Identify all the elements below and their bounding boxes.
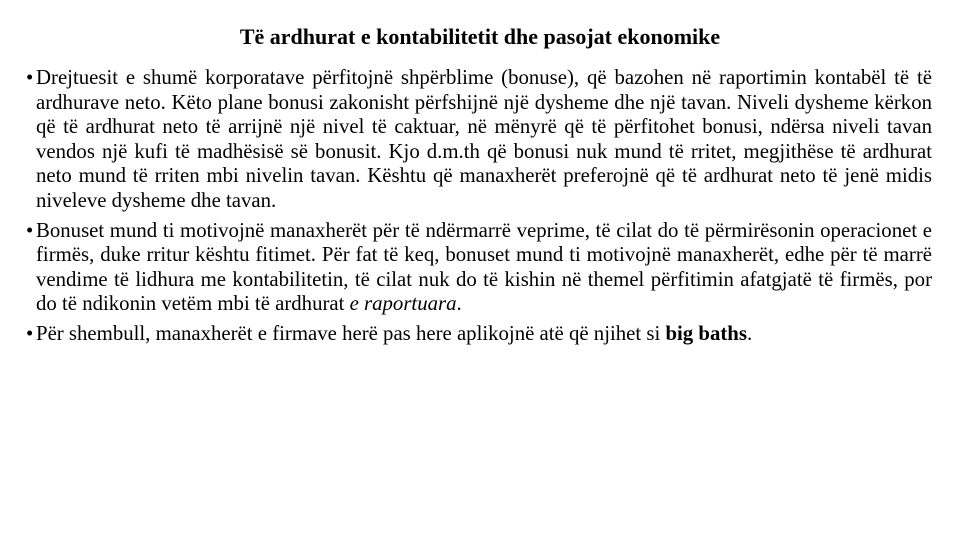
bullet-list	[28, 66, 932, 352]
bullet-italic-text: e raportuara	[349, 292, 457, 316]
bullet-text-end: .	[746, 321, 753, 345]
bullet-item-1	[28, 66, 932, 214]
bullet-text: Për shembull, manaxherët e firmave herë pas here aplikojnë atë që njihet si	[36, 321, 666, 345]
bullet-text: Drejtuesit e shumë korporatave përfitojnë shpërblime (bonuse), që bazohen në raportimin kontabël të të ardhurave neto. Këto plane bonusi zakonisht përfshijnë një dysheme dhe një tavan. Niveli dysheme kërkon që të ardhurat neto të arrijnë një nivel të caktuar, në mënyrë që të përfitohet bonusi, ndërsa niveli tavan vendos një kufi të madhësisë së bonusit. Kjo d.m.th që bonusi nuk mund të rritet, megjithëse të ardhurat neto mund të rriten mbi nivelin tavan. Kështu që manaxherët preferojnë që të ardhurat neto të jenë midis niveleve dysheme dhe tavan.	[36, 66, 932, 212]
slide-title: Të ardhurat e kontabilitetit dhe pasojat ekonomike	[239, 24, 721, 49]
bullet-marker: •	[26, 218, 34, 242]
bullet-marker: •	[26, 321, 34, 345]
bullet-text-end: .	[456, 292, 462, 316]
bullet-bold-text: big baths	[665, 321, 747, 345]
bullet-text: Bonuset mund ti motivojnë manaxherët për të ndërmarrë veprime, të cilat do të përmirësonin operacionet e firmës, duke rritur kështu fitimet. Për fat të keq, bonuset mund ti motivojnë manaxherët, edhe për të marrë vendime të lidhura me kontabilitetin, të cilat nuk do të kishin në themel përfitimin afatgjatë të firmës, por do të ndikonin vetëm mbi të ardhurat	[36, 218, 932, 316]
bullet-item-2	[28, 219, 932, 317]
bullet-item-3	[28, 322, 932, 347]
bullet-marker: •	[26, 66, 34, 89]
